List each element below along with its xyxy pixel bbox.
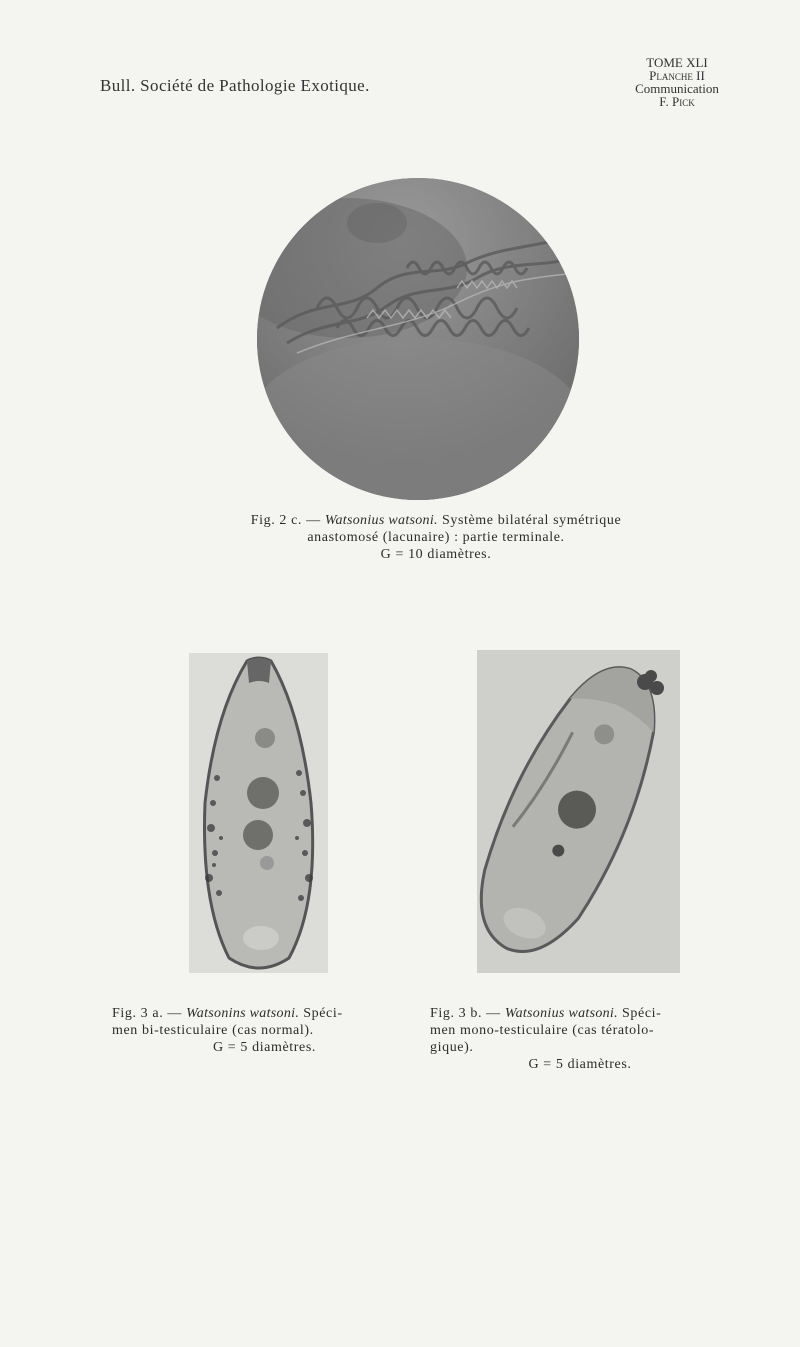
caption-3a-species: Watsonins watsoni. <box>186 1006 300 1021</box>
caption-2c-text-1: Système bilatéral symétrique <box>441 513 622 528</box>
caption-3a-text-1: Spéci- <box>303 1006 343 1021</box>
caption-3a-text-2: men bi-testiculaire (cas normal). <box>112 1023 314 1038</box>
figure-2c-micrograph <box>257 178 579 500</box>
caption-2c-prefix: Fig. 2 c. — <box>250 513 321 528</box>
tome-number: TOME XLI <box>646 55 708 70</box>
figure-3a-caption <box>112 1005 417 1056</box>
communication-label: Communication <box>635 81 719 96</box>
plate-number: Planche II <box>649 68 705 83</box>
figure-3b-photo <box>477 650 680 973</box>
caption-3b-text-2: men mono-testiculaire (cas tératolo- <box>430 1023 655 1038</box>
figure-3a-photo <box>189 653 328 973</box>
journal-title: Bull. Société de Pathologie Exotique. <box>100 76 370 95</box>
caption-2c-text-2: anastomosé (lacunaire) : partie terminale. <box>307 530 565 545</box>
author-name: F. Pick <box>659 94 695 109</box>
caption-3b-magnification: G = 5 diamètres. <box>528 1057 632 1072</box>
figure-3b-caption <box>430 1005 730 1073</box>
plate-reference <box>612 56 742 108</box>
caption-3b-text-1: Spéci- <box>622 1006 662 1021</box>
caption-3b-prefix: Fig. 3 b. — <box>430 1006 501 1021</box>
caption-3a-prefix: Fig. 3 a. — <box>112 1006 182 1021</box>
figure-2c-caption <box>186 512 686 563</box>
caption-3b-species: Watsonius watsoni. <box>504 1006 618 1021</box>
caption-2c-species: Watsonius watsoni. <box>324 513 438 528</box>
caption-3a-magnification: G = 5 diamètres. <box>212 1040 317 1055</box>
caption-3b-text-3: gique). <box>430 1040 474 1055</box>
caption-2c-magnification: G = 10 diamètres. <box>380 547 492 562</box>
